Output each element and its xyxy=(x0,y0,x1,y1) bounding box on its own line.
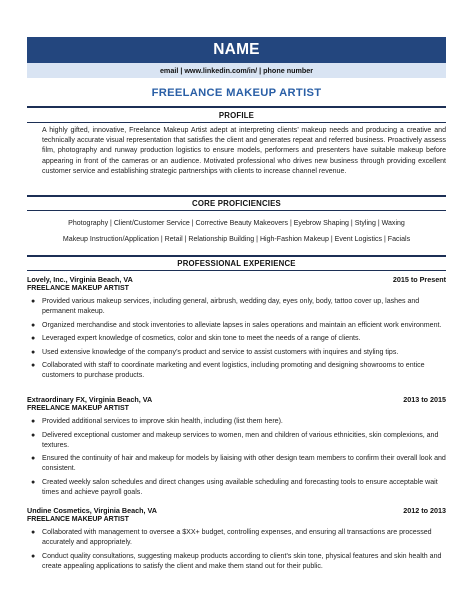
list-item: ● Conduct quality consultations, suggesting makeup products according to client’s skin tone, physical features and skin health and create appealing applications to satisfy the client and make them stand out for their public. xyxy=(31,552,442,570)
list-item: ● Leveraged expert knowledge of cosmetics, color and skin tone to meet the needs of a range of clients. xyxy=(31,335,361,343)
job-bullets xyxy=(31,528,446,575)
list-item: ● Provided various makeup services, including general, airbrush, wedding day, eyes only, body, tattoo cover up, lashes and permanent makeup. xyxy=(31,298,420,315)
divider xyxy=(27,210,446,211)
job-header xyxy=(27,395,446,405)
job-bullets xyxy=(31,297,446,385)
list-item: ● Provided additional services to improve skin health, including (list them here). xyxy=(31,418,283,425)
bullet-icon: ● xyxy=(31,478,36,486)
bullet-icon: ● xyxy=(31,529,36,536)
job-role: FREELANCE MAKEUP ARTIST xyxy=(27,405,129,412)
bullet-icon: ● xyxy=(31,552,36,560)
job-role: FREELANCE MAKEUP ARTIST xyxy=(27,516,129,523)
bullet-icon: ● xyxy=(31,335,36,343)
skills-list xyxy=(27,219,446,251)
bullet-icon: ● xyxy=(31,362,36,370)
bullet-icon: ● xyxy=(31,348,36,356)
list-item: ● Collaborated with staff to coordinate marketing and event logistics, including promoting and designing showrooms to entice customers to purchase products. xyxy=(31,362,425,380)
job-header xyxy=(27,275,446,285)
contact-line: email | www.linkedin.com/in/ | phone number xyxy=(27,63,446,78)
company-name: Extraordinary FX, Virginia Beach, VA xyxy=(27,395,153,404)
bullet-icon: ● xyxy=(31,455,36,463)
list-item: ● Organized merchandise and stock inventories to alleviate lapses in sales operations and maintain an efficient work environment. xyxy=(31,321,442,329)
job-dates: 2012 to 2013 xyxy=(403,506,446,515)
profile-heading: PROFILE xyxy=(218,111,255,120)
divider xyxy=(27,255,446,257)
divider xyxy=(27,106,446,108)
job-dates: 2013 to 2015 xyxy=(403,395,446,404)
list-item: ● Ensured the continuity of hair and makeup for models by liaising with other design team members to confirm their overall look and consistent. xyxy=(31,455,446,473)
divider xyxy=(27,270,446,271)
divider xyxy=(27,195,446,197)
skills-line: Photography | Client/Customer Service | Corrective Beauty Makeovers | Eyebrow Shaping | Styling | Waxing xyxy=(68,220,405,227)
bullet-icon: ● xyxy=(31,418,36,425)
company-name: Lovely, Inc., Virginia Beach, VA xyxy=(27,275,133,284)
skills-heading: CORE PROFICIENCIES xyxy=(192,199,281,208)
profile-summary: A highly gifted, innovative, Freelance Makeup Artist adept at interpreting clients’ makeup needs and producing a creative and technically accurate visual representation that satisfies the client and generates repeat and referred business. Proactively assess film, photography and runway production logistics to ensure models, performers and presenters have suitable makeup before appearing in front of the cameras or an audience. Motivated professional who drives new business through providing excellent customer service and establishing strategic partnerships with clients to increase channel revenue. xyxy=(42,127,446,175)
list-item: ● Created weekly salon schedules and direct changes using available scheduling and forecasting tools to ensure acceptable wait times and achieve payroll goals. xyxy=(31,478,438,496)
list-item: ● Used extensive knowledge of the company’s product and service to assist customers with inquires and styling tips. xyxy=(31,348,399,356)
list-item: ● Collaborated with management to oversee a $XX+ budget, controlling expenses, and ensuring all transactions are processed accurately and appropriately. xyxy=(31,529,432,546)
bullet-icon: ● xyxy=(31,431,36,439)
job-bullets xyxy=(31,417,446,501)
bullet-icon: ● xyxy=(31,298,36,305)
skills-line: Makeup Instruction/Application | Retail | Relationship Building | High-Fashion Makeup | Event Logistics | Facials xyxy=(62,236,411,243)
experience-heading: PROFESSIONAL EXPERIENCE xyxy=(177,259,296,268)
candidate-name: NAME xyxy=(27,37,446,63)
job-role: FREELANCE MAKEUP ARTIST xyxy=(27,285,129,292)
bullet-icon: ● xyxy=(31,321,36,329)
company-name: Undine Cosmetics, Virginia Beach, VA xyxy=(27,506,157,515)
job-header xyxy=(27,506,446,516)
divider xyxy=(27,122,446,123)
job-dates: 2015 to Present xyxy=(392,275,446,284)
list-item: ● Delivered exceptional customer and makeup services to women, men and children of various ethnicities, skin complexions, and textures. xyxy=(31,431,439,449)
job-title: FREELANCE MAKEUP ARTIST xyxy=(151,87,322,99)
